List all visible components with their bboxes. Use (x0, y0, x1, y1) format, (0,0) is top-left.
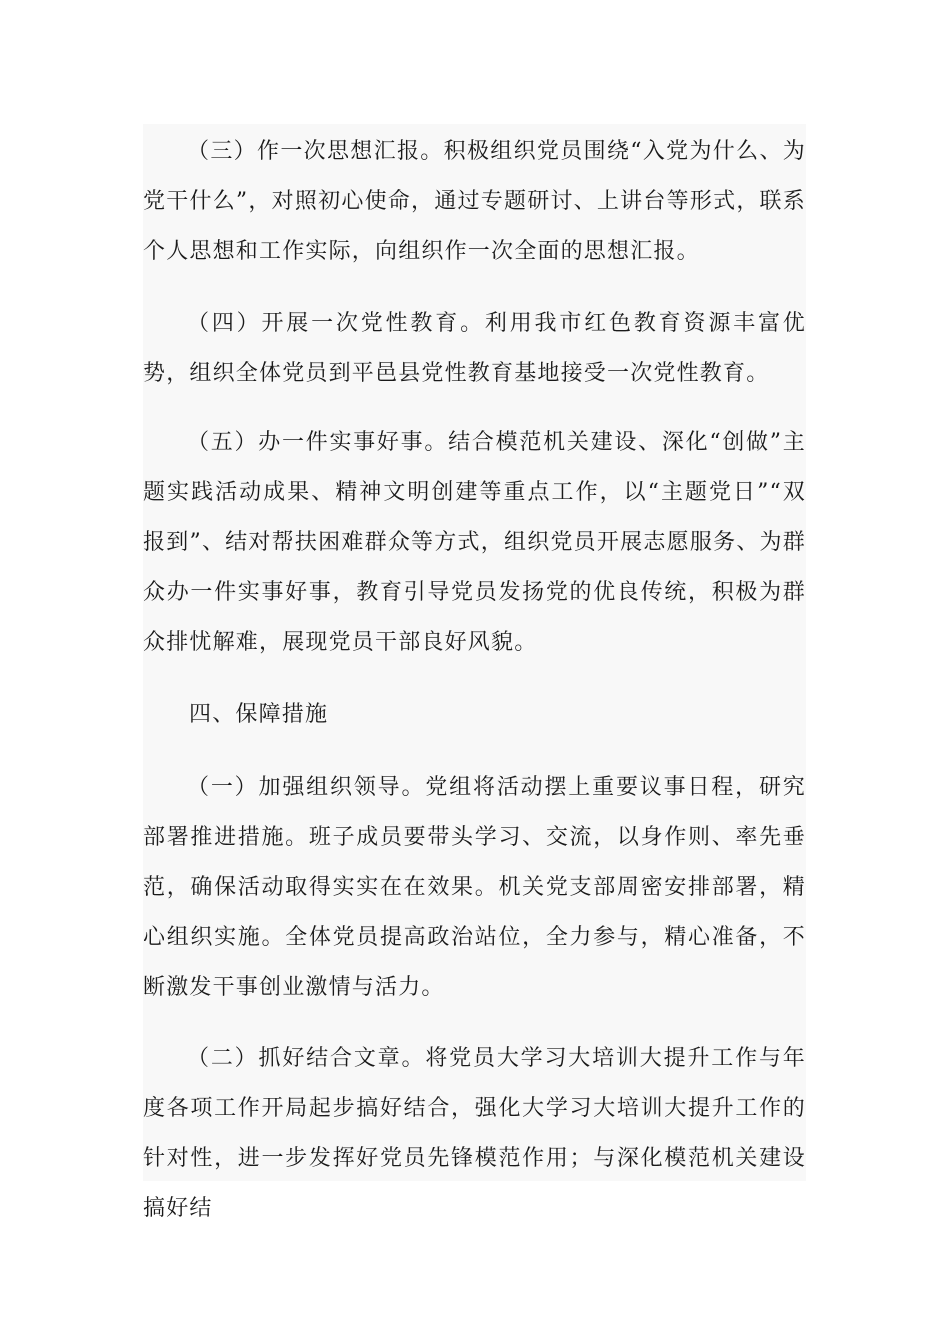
paragraph-education: （四）开展一次党性教育。利用我市红色教育资源丰富优势，组织全体党员到平邑县党性教育基地接受一次党性教育。 (143, 311, 806, 386)
document-page (143, 124, 806, 1221)
paragraph-leadership: （一）加强组织领导。党组将活动摆上重要议事日程，研究部署推进措施。班子成员要带头学习、交流，以身作则、率先垂范，确保活动取得实实在在效果。机关党支部周密安排部署，精心组织实施。全体党员提高政治站位，全力参与，精心准备，不断激发干事创业激情与活力。 (143, 775, 806, 1000)
paragraph-report: （三）作一次思想汇报。积极组织党员围绕“入党为什么、为党干什么”，对照初心使命，通过专题研讨、上讲台等形式，联系个人思想和工作实际，向组织作一次全面的思想汇报。 (143, 139, 806, 264)
section-heading: 四、保障措施 (189, 702, 329, 727)
paragraph-integration: （二）抓好结合文章。将党员大学习大培训大提升工作与年度各项工作开局起步搞好结合，强化大学习大培训大提升工作的针对性，进一步发挥好党员先锋模范作用；与深化模范机关建设搞好结 (143, 1046, 806, 1221)
paragraph-good-deeds: （五）办一件实事好事。结合模范机关建设、深化“创做”主题实践活动成果、精神文明创建等重点工作，以“主题党日”“双报到”、结对帮扶困难群众等方式，组织党员开展志愿服务、为群众办一件实事好事，教育引导党员发扬党的优良传统，积极为群众排忧解难，展现党员干部良好风貌。 (143, 430, 806, 655)
